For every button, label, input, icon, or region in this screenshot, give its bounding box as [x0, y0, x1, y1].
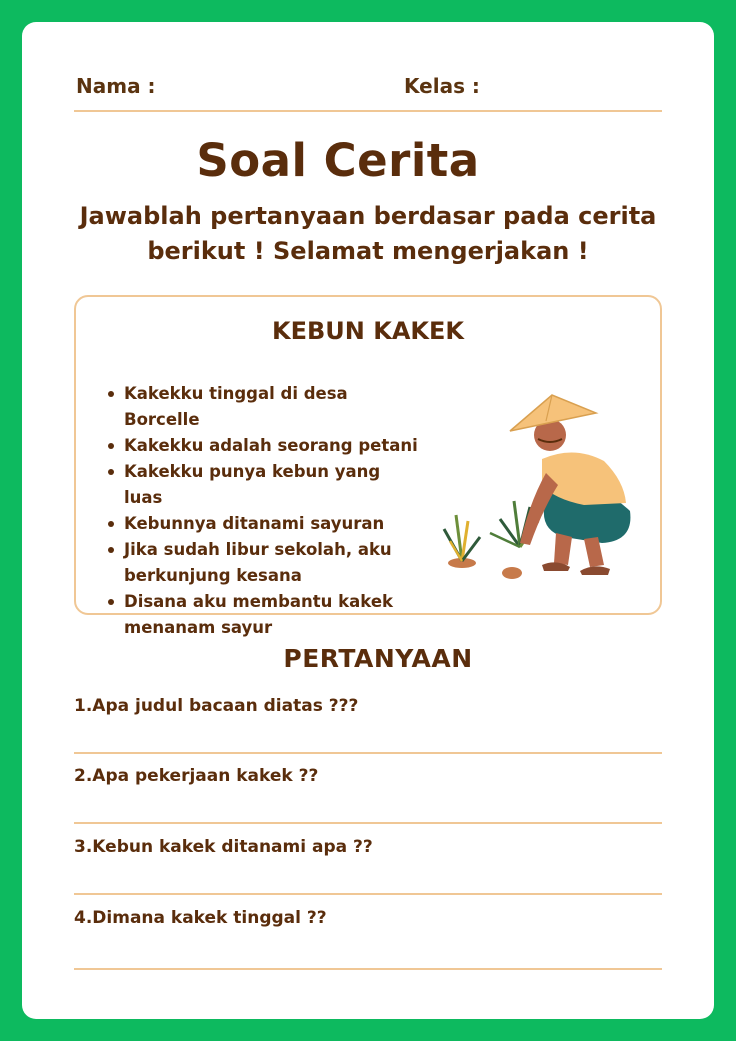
story-item: Kakekku tinggal di desa Borcelle: [124, 381, 424, 433]
name-class-header: [74, 74, 662, 112]
story-item: Jika sudah libur sekolah, aku berkunjung kesana: [124, 537, 424, 589]
question-text: 2.Apa pekerjaan kakek ??: [74, 766, 319, 786]
name-label: Nama :: [76, 74, 156, 98]
question-line[interactable]: [74, 908, 662, 970]
worksheet: [22, 22, 714, 1019]
plant-icon: [444, 515, 480, 568]
story-title: KEBUN KAKEK: [272, 317, 464, 345]
story-list: [104, 381, 424, 641]
story-item: Kakekku punya kebun yang luas: [124, 459, 424, 511]
soil-mound: [502, 567, 522, 579]
instruction-text: Jawablah pertanyaan berdasar pada cerita berikut ! Selamat mengerjakan !: [79, 202, 657, 265]
question-text: 3.Kebun kakek ditanami apa ??: [74, 837, 373, 857]
question-text: 4.Dimana kakek tinggal ??: [74, 908, 327, 928]
question-line[interactable]: [74, 696, 662, 754]
story-box: [74, 295, 662, 637]
class-label: Kelas :: [404, 74, 480, 98]
question-line[interactable]: [74, 766, 662, 824]
story-item: Kakekku adalah seorang petani: [124, 433, 424, 459]
page-title: Soal Cerita: [196, 134, 480, 187]
story-item: Kebunnya ditanami sayuran: [124, 511, 424, 537]
questions-heading: PERTANYAAN: [283, 644, 473, 673]
question-line[interactable]: [74, 837, 662, 895]
question-text: 1.Apa judul bacaan diatas ???: [74, 696, 359, 716]
story-item: Disana aku membantu kakek menanam sayur: [124, 589, 424, 641]
farmer-planting-illustration: [434, 381, 644, 591]
